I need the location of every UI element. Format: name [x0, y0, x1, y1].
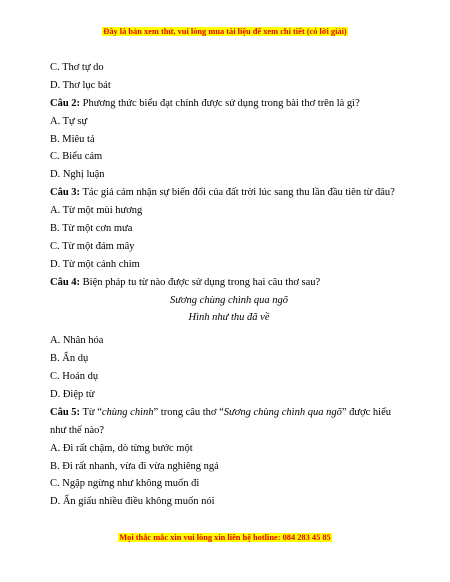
hotline-banner [0, 532, 450, 544]
quoted-word: chùng chình [101, 406, 154, 418]
question-text-part: ” được hiểu [341, 406, 392, 418]
option-d: D. Từ một cánh chim [50, 258, 140, 270]
question-2 [50, 97, 408, 110]
option-c: C. Biểu cảm [50, 151, 103, 163]
verse-line-1: Sương chùng chình qua ngõ [169, 294, 289, 306]
option-a: A. Từ một mùi hương [50, 205, 143, 217]
option-d: D. Nghị luận [50, 169, 105, 181]
option-a: A. Tự sự [50, 115, 88, 127]
question-4 [50, 276, 408, 289]
question-text: Biện pháp tu từ nào được sử dụng trong hai câu thơ sau? [80, 276, 321, 288]
option-a: A. Đi rất chậm, dò từng bước một [50, 442, 193, 454]
question-3 [50, 186, 408, 199]
option-b: B. Ẩn dụ [50, 353, 89, 365]
option-c: C. Ngập ngừng như không muốn đi [50, 478, 200, 490]
question-label: Câu 5: [50, 406, 81, 418]
option-d: D. Điệp từ [50, 388, 95, 400]
document-body [50, 61, 408, 508]
question-5 [50, 406, 408, 419]
option-c: C. Từ một đám mây [50, 240, 135, 252]
option-c: C. Thơ tự do [50, 62, 104, 73]
question-text: Tác giả cảm nhận sự biến đổi của đất trời lúc sang thu lần đầu tiên từ đâu? [80, 187, 395, 199]
option-c: C. Hoán dụ [50, 371, 99, 383]
hotline-text: Mọi thắc mắc xin vui lòng xin liên hệ hotline: 084 283 45 85 [119, 533, 331, 542]
question-text-part: Từ “ [80, 406, 102, 418]
question-label: Câu 3: [50, 187, 81, 199]
option-a: A. Nhân hóa [50, 335, 104, 347]
option-d: D. Thơ lục bát [50, 79, 111, 91]
question-text-part: ” trong câu thơ “ [153, 406, 224, 418]
verse-line-2: Hình như thu đã về [188, 312, 270, 324]
option-b: B. Đi rất nhanh, vừa đi vừa nghiêng ngả [50, 460, 219, 472]
option-d: D. Ẩn giấu nhiều điều không muốn nói [50, 496, 215, 508]
option-b: B. Từ một cơn mưa [50, 223, 133, 235]
question-label: Câu 2: [50, 97, 81, 109]
preview-notice-banner [0, 26, 450, 38]
question-text-continued: như thế nào? [50, 424, 105, 436]
question-label: Câu 4: [50, 276, 81, 288]
option-b: B. Miêu tả [50, 133, 95, 145]
preview-notice-text: Đây là bản xem thử, vui lòng mua tài liệu để xem chi tiết (có lời giải) [103, 27, 347, 36]
question-text: Phương thức biểu đạt chính được sử dụng trong bài thơ trên là gì? [80, 97, 360, 109]
quoted-verse: Sương chùng chình qua ngõ [223, 406, 342, 418]
